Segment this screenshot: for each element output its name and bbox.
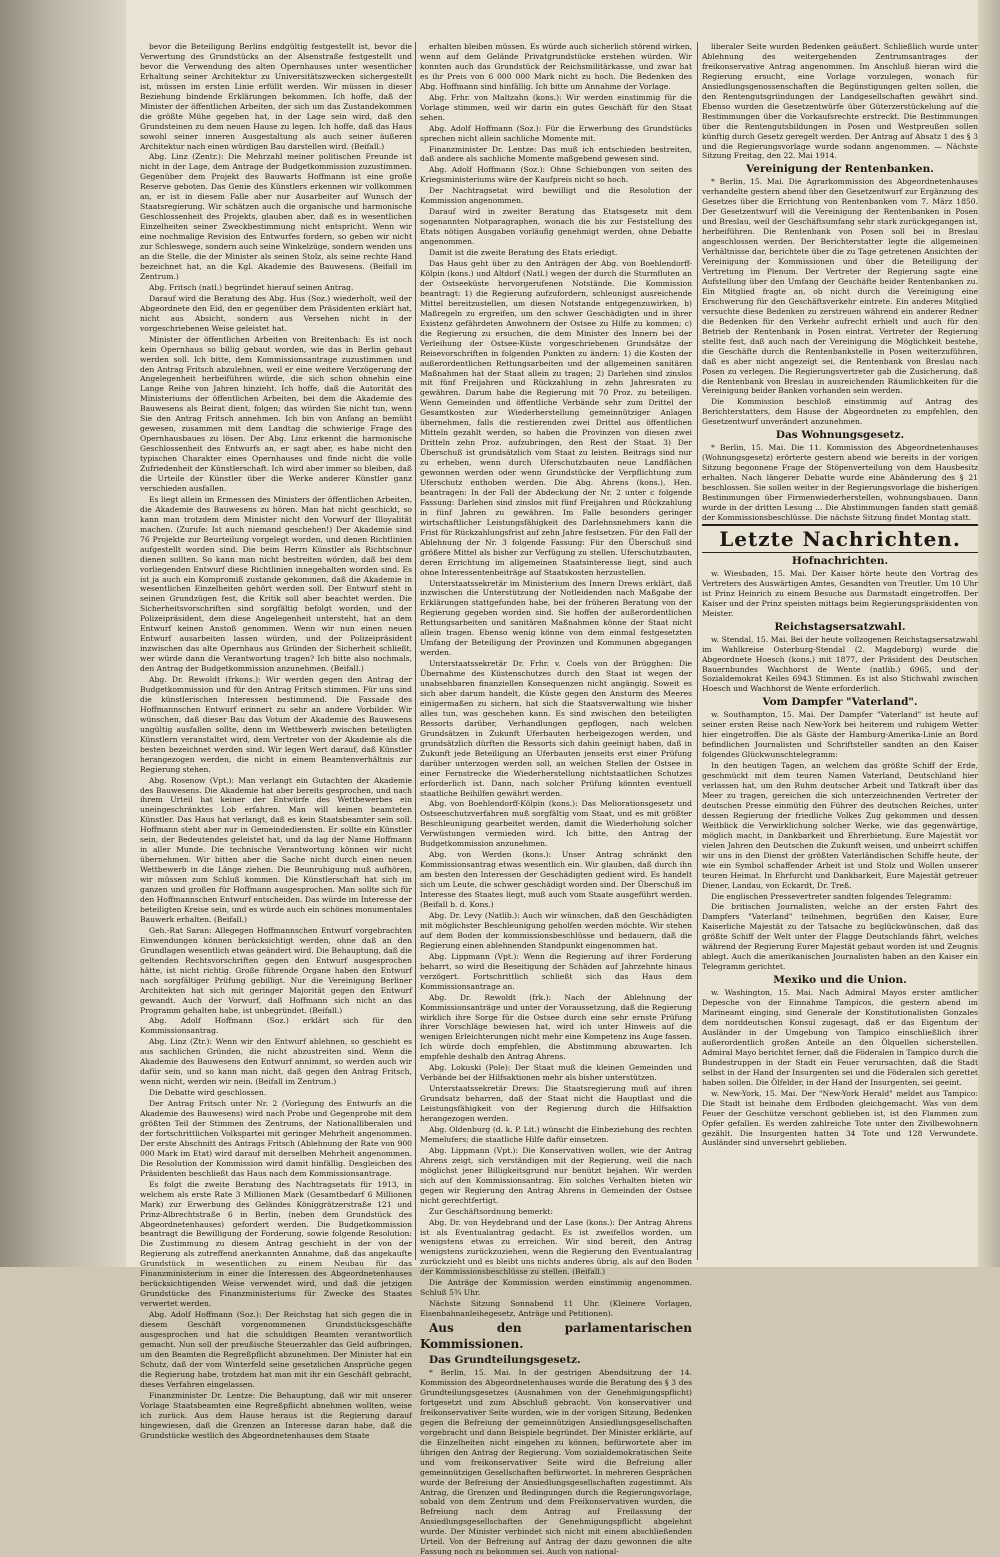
- article-paragraph: Die Kommission beschloß einstimmig auf Antrag des Berichterstatters, dem Hause der Abgeordneten zu empfehlen, den Gesetzentwurf unverändert anzunehmen.: [702, 397, 978, 427]
- article-paragraph: Abg. Lokuski (Pole): Der Staat muß die kleinen Gemeinden und Verbände bei der Hilfsaktionen mehr als bisher unterstützen.: [420, 1063, 692, 1083]
- article-paragraph: Die Debatte wird geschlossen.: [149, 1088, 267, 1098]
- article-paragraph: Abg. Adolf Hoffmann (Soz.): Ohne Schiebungen von seiten des Kriegsministeriums wäre der Kaufpreis nicht so hoch.: [420, 165, 692, 185]
- article-paragraph: Abg. Dr. Rewoldt (frkons.): Wir werden gegen den Antrag der Budgetkommission und für den Antrag Fritsch stimmen. Für uns sind die künstlerischen Interessen bestimmend. Die Fassade des Hoffmannschen Entwurf erinnert zu sehr an andere Vorbilder. Wir wünschen, daß dieser Bau das Votum der Akademie des Bauwesens ungültig ausfallen sollte, denn im Wettbewerb zwischen beteiligten Künstlern veranstaltet wird, dem Vertreter von der Akademie als die besten bezeichnet werden sind. Wir legen Wert darauf, daß Künstler herangezogen werden, die nicht in einem Beamtenverhältnis zur Regierung stehen.: [140, 675, 412, 774]
- article-paragraph: Darauf wird in zweiter Beratung das Etatsgesetz mit dem sogenannten Notparagraphen, wonach die bis zur Feststellung des Etats nötigen Ausgaben vorläufig genehmigt werden, ohne Debatte angenommen.: [420, 207, 692, 247]
- article-paragraph: Abg. Lippmann (Vpt.): Wenn die Regierung auf ihrer Forderung beharrt, so wird die Beseitigung der Schäden auf Jahrzehnte hinaus verzögert. Fortschrittlich schließt sich das Haus dem Kommissionsantrage an.: [420, 951, 692, 991]
- section-heading: Vom Dampfer "Vaterland".: [762, 696, 918, 709]
- article-paragraph: Unterstaatssekretär Dr. Frhr. v. Coels von der Brügghen: Die Übernahme des Küstenschutzes durch den Staat ist wegen der unabsehbaren finanziellen Konsequenzen nicht angängig. Soweit es sich aber darum handelt, die Küste gegen den Ansturm des Meeres einigermaßen zu sichern, hat sich die Staatsverwaltung wie bisher alles tun, was geschehen kann. Es sind zwischen den beteiligten Ressorts darüber, Verhandlungen gepflogen, nach welchen Grundsätzen in Zukunft Uferbauten herbeigezogen werden, und grundsätzlich dürften die Ressorts sich dahin geeinigt haben, daß in Zukunft jede Beteiligung an Uferbauten jenseits erst einer Prüfung darüber unterzogen werden soll, an welchen Stellen der Ostsee in einer Fernstrecke die Wiederherstellung nichtstaatlichen Schutzes erforderlich ist. Dann, nach solcher Prüfung könnten eventuell staatliche Beihilfen gewährt werden.: [420, 659, 692, 798]
- article-paragraph: Finanzminister Dr. Lentze: Das muß ich entschieden bestreiten, daß andere als sachliche Momente maßgebend gewesen sind.: [420, 144, 692, 164]
- article-paragraph: Nächste Sitzung Sonnabend 11 Uhr. (Kleinere Vorlagen, Eisenbahnanleihegesetz, Anträge und Petitionen).: [420, 1299, 692, 1319]
- article-paragraph: Das Haus geht über zu den Anträgen der Abg. von Boehlendorff-Kölpin (kons.) und Altdorf (Natl.) wegen der durch die Sturmfluten an der Ostseeküste hervorgerufenen Notstände. Die Kommission beantragt: 1) die Regierung aufzufordern, schleunigst ausreichende Mittel bereitzustellen, um diesen Notstande entgegenzuwirken, b) Maßregeln zu ergreifen, um den schwer Geschädigten und in ihrer Existenz gefährdeten Anwohnern der Ostsee zu Hilfe zu kommen; c) die Regierung zu ersuchen, die dem Minister des Innern bei der Verleihung der Ostsee-Küste vorgeschriebenen Grundsätze der Reisevorschriften in folgenden Punkten zu ändern: 1) die Kosten der außerordentlichen Rettungsarbeiten und der allgemeinen sanitären Maßnahmen hat der Staat allein zu tragen; 2) Darlehen sind zinslos mit fünf Freijahren und Rückzahlung in zehn Jahresraten zu gewähren. Darum habe die Regierung mit 70 Proz. zu beteiligen. Wenn Gemeinden und öffentliche Verbände sehr zum Drittel der Gesamtkosten zur Wiederherstellung gemeinnütziger Anlagen übernehmen, falls die restierenden zwei Drittel aus öffentlichen Mitteln gezahlt werden, so haben die Provinzen von diesen zwei Dritteln zehn Proz. aufzubringen, den Rest der Staat. 3) Der Überschuß ist grundsätzlich vom Staat zu leisten. Beitrags sind nur zu erheben, wenn durch Uferschutzbauten neue Landflächen gewonnen werden oder wenn Grundstücke der Verpflichtung zum Uferschutz enthoben werden. Die Abg. Ahrens (kons.), Hen. beantragen: In der Fall der Abdeckung der Nr. 2 unter c folgende Fassung: Darlehen sind zinslos mit fünf Freijahren und Rückzahlung in fünf Jahren zu gewähren. Im Falle besonders geringer wirtschaftlicher Leistungsfähigkeit des Darlehnsnehmers kann die Frist für Rückzahlungsfrist auf zehn Jahre festsetzen. Für den Fall der Ablehnung der Nr. 3 folgende Fassung: Für den Überschuß sind größere Mittel als bisher zur Verfügung zu stellen. Uferschutzbauten, deren Errichtung im allgemeinen Staatsinteresse liegt, sind auch ohne Interessentenbeiträge auf Staatskosten herzustellen.: [420, 259, 692, 577]
- article-paragraph: Abg. Frhr. von Maltzahn (kons.): Wir werden einstimmig für die Vorlage stimmen, weil wir darin ein gutes Geschäft für den Staat sehen.: [420, 92, 692, 122]
- article-paragraph: Abg. Adolf Hoffmann (Soz.): Der Reichstag hat sich gegen die in diesem Geschäft vorgenommenen Grundstücksgeschäfte ausgesprochen und hat die schuldigen Beamten verantwortlich gemacht. Nun soll der preußische Steuerzahler das Geld aufbringen, um den Beamten die Regreßpflicht abzunehmen. Der Minister hat ein Schutz, daß der vom Winterfeld seine gesetzlichen Ansprüche gegen die Regierung habe, trotzdem hat man mit ihr ein Geschäft gebracht, dieses Verfahren eingelassen.: [140, 1310, 412, 1389]
- section-heading: Das Grundteilungsgesetz.: [429, 1354, 581, 1367]
- article-paragraph: * Berlin, 15. Mai. Die 11. Kommission des Abgeordnetenhauses (Wohnungsgesetz) erörterte gestern abend wie bereits in der vorigen Sitzung begonnene Frage der Stöpenverteilung von dem Hausbesitz erhalten. Nach längerer Debatte wurde eine Abänderung des § 21 beschlossen. Sie sollen weiter in der Regierungsvorlage die bisherigen Bestimmungen über Firmenwiederherstellen, wohnungsbauen. Dann wurde in der dritten Lesung ... Die Abstimmungen fanden statt gemäß der Kommissionsbeschlüsse. Die nächste Sitzung findet Montag statt.: [702, 443, 978, 522]
- column-middle: [420, 42, 692, 1557]
- article-paragraph: * Berlin, 15. Mai. Die Agrarkommission des Abgeordnetenhauses verhandelte gestern abend über den Gesetzentwurf zur Ergänzung des Gesetzes über die Errichtung von Rentenbanken vom 7. März 1850. Der Gesetzentwurf will die Vereinigung der Rentenbanken in Posen und Breslau, weil der Geschäftsumfang sehr stark zurückgegangen ist, herbeiführen. Die Rentenbank von Posen soll bei in Breslau angeschlossen werden. Der Berichterstatter legte die allgemeinen Verhältnisse dar, berichtete über die zu Tage getretenen Ansichten der Vereinigung der Kommissionen und über die Beteiligung der Vertretung im Plenum. Der Vertreter der Regierung sagte eine Aufstellung über den Umfang der Geschäfte beider Rentenbanken zu. Ein Mitglied fragte an, ob nicht durch die Vereinigung eine Erschwerung für den Geschäftsverkehr eintrete. Ein anderes Mitglied versuchte diese Bedenken zu zerstreuen während ein anderer Redner die Bedenken für den Verkehr aufrecht erhielt und auch für den Betrieb der Rentenbank in Posen eintrat. Vertreter der Regierung stellte fest, daß auch nach der Vereinigung die Möglichkeit bestehe, die Geschäfte durch die Rentenbankstelle in Posen weiterzuführen, daß es aber nicht angezeigt sei, die Rentenbank von Breslau nach Posen zu verlegen. Die Regierungsvertreter gab die Zusicherung, daß die Rentenbank von Breslau in ausreichenden Räumlichkeiten für die Vereinigung beider Banken vorhanden sein werden.: [702, 177, 978, 396]
- article-paragraph: Abg. Dr. Levy (Natlib.): Auch wir wünschen, daß den Geschädigten mit möglichster Beschleunigung geholfen werden möchte. Wir stehen auf dem Boden der kommissionsbeschlüsse und bedauern, daß die Regierung einen ablehnenden Standpunkt eingenommen hat.: [420, 910, 692, 950]
- article-paragraph: w. Southampton, 15. Mai. Der Dampfer "Vaterland" ist heute auf seiner ersten Reise nach New-York bei heiterem und ruhigem Wetter hier eingetroffen. Die als Gäste der Hamburg-Amerika-Linie an Bord befindlichen Journalisten und Schriftsteller sandten an den Kaiser folgendes Glückwunschtelegramm:: [702, 710, 978, 760]
- article-paragraph: Der Nachtragsetat wird bewilligt und die Resolution der Kommission angenommen.: [420, 186, 692, 206]
- section-heading: Mexiko und die Union.: [773, 974, 907, 987]
- article-paragraph: In den heutigen Tagen, an welchem das größte Schiff der Erde, geschmückt mit dem teuren Namen Vaterland, Deutschland hier verlassen hat, um den Ruhm deutscher Arbeit und Tatkraft über das Meer zu tragen, gereichen die sich unterzeichnenden Vertreter der deutschen Presse einmütig den Führer des deutschen Reiches, unter dessen Regierung der friedliche Volkes Zug gekommen und dessen Weitblick die Verwirklichung solcher Werke, wie das gegenwärtige, möglich macht, in Dankbarkeit und Ehrerbietung. Eure Majestät vor vielen Jahren den Deutschen die Zukunft weisen, und unbeirrt schiffen wir uns in den Dienst der größten Vaterländischen Schiffe heute, der wie ein Symbol schaffender Arbeit ist und Stolz und Wollen unserer teuren Heimat. In Ehrfurcht und Dankbarkeit, Eure Majestät getreuer Diener, Landau, von Eckardt, Dr. Treß.: [702, 761, 978, 890]
- article-paragraph: Es liegt allein im Ermessen des Ministers der öffentlichen Arbeiten, die Akademie des Bauwesens zu hören. Man hat nicht geschickt, so kann man trotzdem dem Minister nicht den Vorwurf der Illoyalität machen. (Zurufe: Ist auch niemand geschehen!) Der Akademie sind 76 Projekte zur Beurteilung vorgelegt worden, und denen Richtlinien aufgestellt worden sind. Die beim Herrn Künstler als Richtschnur dienen sollten. So kann man nicht bestreiten wörden, daß bei dem vorliegenden Entwurf diese Richtlinien innegehalten worden sind. Es ist ja auch ein Kompromiß zustande gekommen, daß die Akademie in wesentlichen Einzelheiten gehört werden soll. Der Entwurf steht in seinen Grundzügen fest, die Kritik soll aber beachtet werden. Die Sicherheitsvorschriften sind sorgfältig befolgt worden, und der Polizeipräsident, dem diese Angelegenheit untersteht, hat an dem Entwurf keinen Anstoß genommen. Wenn wir nun einen neuen Entwurf ausarbeiten lassen würden, und der Polizeipräsident inzwischen das alte Opernhaus aus Gründen der Sicherheit schließt, wer würde dann die Verantwortung tragen? Ich bitte also nochmals, den Antrag der Budgetkommission anzunehmen. (Beifall.): [140, 494, 412, 674]
- article-paragraph: Abg. Dr. von Heydebrand und der Lase (kons.): Der Antrag Ahrens ist als Eventualantrag gedacht. Es ist zweifellos worden, um wenigstens etwas zu erreichen. Wir sind bereit, den Antrag wenigstens zurückzuziehen, wenn die Regierung den Eventualantrag zurückzieht und es bleibt uns nichts anderes übrig, als auf den Boden der Kommissionsbeschlüsse zu stellen. (Beifall.): [420, 1217, 692, 1277]
- article-paragraph: Finanzminister Dr. Lentze: Die Behauptung, daß wir mit unserer Vorlage Staatsbeamten eine Regreßpflicht abnehmen wollten, weise ich zurück. Aus dem Hause heraus ist die Regierung darauf hingewiesen, daß die Grenzen an Interesse daran habe, daß die Grundstücke westlich des Abgeordnetenhauses dem Staate: [140, 1390, 412, 1440]
- article-paragraph: Die britischen Journalisten, welche an der ersten Fahrt des Dampfers "Vaterland" teilnehmen, begrüßen den Kaiser, Eure Kaiserliche Majestät zu der Tatsache zu beglückwünschen, daß das größte Schiff der Welt unter der Flagge Deutschlands fährt, welches während der Regierung Eurer Majestät gebaut worden ist und Zeugnis ablegt. Auch die amerikanischen Journalisten haben an den Kaiser ein Telegramm gerichtet.: [702, 902, 978, 972]
- article-paragraph: Der Antrag Fritsch unter Nr. 2 (Vorlegung des Entwurfs an die Akademie des Bauwesens) wird nach Probe und Gegenprobe mit dem größten Teil der Stimmen des Zentrums, der Nationalliberalen und der fortschrittlichen Volkspartei mit geringer Mehrheit angenommen. Der erste Abschnitt des Antrags Fritsch (Ablehnung der Rate von 900 000 Mark im Etat) wird darauf mit derselben Mehrheit angenommen. Die Resolution der Kommission wird damit hinfällig. Desgleichen des Präsidenten beschließt das Haus nach dem Kommissionsantrage.: [140, 1099, 412, 1178]
- article-paragraph: Abg. Oldenburg (d. k. P. Lit.) wünscht die Einbeziehung des rechten Memelufers; die staatliche Hilfe dafür einsetzen.: [420, 1124, 692, 1144]
- article-paragraph: Die Anträge der Kommission werden einstimmig angenommen. Schluß 5¾ Uhr.: [420, 1278, 692, 1298]
- article-paragraph: Abg. Adolf Hoffmann (Soz.): Für die Erwerbung des Grundstücks sprechen nicht allein sachliche Momente mit.: [420, 123, 692, 143]
- article-paragraph: Damit ist die zweite Beratung des Etats erledigt.: [429, 248, 618, 258]
- section-heading: Letzte Nachrichten.: [702, 524, 978, 553]
- article-paragraph: * Berlin, 15. Mai. In der gestrigen Abendsitzung der 14. Kommission des Abgeordnetenhauses wurde die Beratung des § 3 des Grundteilungsgesetzes (Ausnahmen von der Genehmigungspflicht) fortgesetzt und zum Abschluß gebracht. Von konservativer und freikonservativer Seite wurden, wie in der vorigen Sitzung, Bedenken gegen die Befreiung der gemeinnützigen Ansiedlungsgesellschaften vorgebracht und dann Beispiele begründet. Der Minister erklärte, auf die Einzelheiten nicht eingehen zu können, befürwortete aber im übrigen den Antrag der Regierung. Vom sozialdemokratischen Seite und vom freikonservativer Seite wird die Befreiung aller gemeinnützigen Gesellschaften befürwortet. In mehreren Gesprächen wurde der Befreiung der Ansiedlungsgesellschaften zugestimmt. Als Antrag, die Grenzen und Bedingungen durch die Regierungsvorlage, sobald von dem Zentrum und dem Freikonservativen wurden, die Befreiung nach dem Antrag auf Freilassung der Ansiedlungsgesellschaften der Genehmigungspflicht abgelehnt wurde. Der Minister verbindet sich nicht mit einem abschließenden Urteil. Von der Befreiung auf Antrag der dazu gewonnen die alte Fassung noch zu bekommen sei. Auch von national-: [420, 1368, 692, 1557]
- section-heading: Aus den parlamentarischen Kommissionen.: [420, 1321, 692, 1352]
- article-paragraph: w. Wiesbaden, 15. Mai. Der Kaiser hörte heute den Vortrag des Vertreters des Auswärtigen Amtes, Gesandten von Treutler. Um 10 Uhr ist Prinz Heinrich zu einem Besuche aus Darmstadt eingetroffen. Der Kaiser und der Prinz speisten mittags beim Regierungspräsidenten von Meister.: [702, 568, 978, 618]
- column-right: [702, 42, 978, 1260]
- article-paragraph: Minister der öffentlichen Arbeiten von Breitenbach: Es ist noch kein Opernhaus so billig gebaut worden, wie das in Berlin gebaut werden soll. Ich bitte, dem Kommissionsantrage zuzustimmen und den Antrag Fritsch abzulehnen, weil er eine weitere Verzögerung der Angelegenheit herbeiführen würde, die sich schon ohnehin eine Lange Reihe von Jahren hinzieht. Ich hoffe, daß die Autorität des Ministeriums der öffentlichen Arbeiten, bei dem die Akademie des Bauwesens als Beirat dient, folgen; das würden Sie nicht tun, wenn Sie den Antrag Fritsch annehmen. Ich bin von Anfang an bemüht gewesen, zusammen mit dem Landtag die schwierige Frage des Opernhausbaues zu lösen. Der Abg. Linz erkennt die harmonische Geschlossenheit des Entwurfs an, er sagt aber, es habe nicht den typischen Charakter eines Opernhauses und finde nicht die volle Zufriedenheit der Künstlerschaft. Ich wird aber immer so bleiben, daß die Urteile der Künstler über die Werke anderer Künstler ganz verschieden ausfallen.: [140, 334, 412, 493]
- article-paragraph: Abg. Rosenow (Vpt.): Man verlangt ein Gutachten der Akademie des Bauwesens. Die Akademie hat aber bereits gesprochen, und nach ihrem Urteil hat keiner der Entwürfe des Wettbewerbes ein uneingeschränktes Lob erfahren. Man will keinen beamteten Künstler. Das Haus hat verlangt, daß es kein Staatsbeamter sein soll. Hoffmann steht aber nur in Gemeindediensten. Er sollte ein Künstler sein, der Bedeutendes geleistet hat, und da lag der Name Hoffmann in aller Munde. Die technische Verantwortung können wir nicht übernehmen. Wir bitten aber die Sache nicht durch einen neuen Wettbewerb in die Länge ziehen. Die Beunruhigung muß aufhören, wir müssen zum Schluß kommen. Die Künstlerschaft hat sich im ganzen und großen für Hoffmann ausgesprochen. Man sollte sich für den Hoffmannschen Entwurf entscheiden. Das würde im Interesse der beteiligten Kreise sein, und es würde auch ein schönes monumentales Bauwerk erhalten. (Beifall.): [140, 775, 412, 924]
- article-paragraph: erhalten bleiben müssen. Es würde auch sicherlich störend wirken, wenn auf dem Gelände Privatgrundstücke erstehen würden. Wir konnten auch das Grundstück der Reichsmilitärkasse, und zwar hat es ihr Preis von 6 000 000 Mark nicht zu hoch. Die Bedenken des Abg. Hoffmann sind hinfällig. Ich bitte um Annahme der Vorlage.: [420, 42, 692, 91]
- article-paragraph: Unterstaatssekretär im Ministerium des Innern Drews erklärt, daß inzwischen die Unterstützung der Notleidenden nach Maßgabe der Erklärungen stattgefunden habe, bei der früheren Beratung von der Regierung gegeben worden sind. Sie hoffen der außerordentlichen Rettungsarbeiten und sanitären Maßnahmen könne der Staat nicht allein tragen. Ebenso wenig könne von dem einmal festgesetzten Umfang der Beteiligung der Provinzen und Kommunen abgegangen werden.: [420, 578, 692, 658]
- article-paragraph: Es folgt die zweite Beratung des Nachtragsetats für 1913, in welchem als erste Rate 3 Millionen Mark (Gesamtbedarf 6 Millionen Mark) zur Erwerbung des Geländes Königgrätzerstraße 121 und Prinz-Albrechtstraße 6 in Berlin, (neben dem Grundstück des Abgeordnetenhauses) gefordert werden. Die Budgetkommission beantragt die Bewilligung der Forderung, sowie folgende Resolution: Die Zustimmung zu diesem Antrag geschieht in der von der Regierung als zutreffend anerkannten Annahme, daß das angekaufte Grundstück in wesentlichen zu einem Neubau für das Finanzministerium in einer die Interessen des Abgeordnetenhauses berücksichtigenden Weise verwendet wird, und daß die jetzigen Grundstücke des Finanzministeriums für Zwecke des Staates verwertet werden.: [140, 1179, 412, 1309]
- article-paragraph: Abg. von Boehlendorff-Kölpin (kons.): Das Meliorationsgesetz und Ostseeschutzverfahren muß sorgfältig vom Staat, und es mit größter Beschleunigung gearbeitet werden, damit die Wiederholung solcher Verwüstungen vermieden wird. Ich bitte, den Antrag der Budgetkommission anzunehmen.: [420, 799, 692, 849]
- article-paragraph: Zur Geschäftsordnung bemerkt:: [429, 1206, 553, 1216]
- column-rule: [415, 42, 416, 1260]
- article-paragraph: Abg. Linz (Ztr.): Wenn wir den Entwurf ablehnen, so geschieht es aus sachlichen Gründen, die nicht abzustreiten sind. Wenn die Akademie des Bauwesens den Entwurf annimmt, so werden auch wir dafür sein, und so kann man nicht, daß gegen den Antrag Fritsch, wenn nicht, werden wir nein. (Beifall im Zentrum.): [140, 1037, 412, 1087]
- article-paragraph: w. Washington, 15. Mai. Nach Admiral Mayos erster amtlicher Depesche von der Einnahme Tampicos, die gestern abend im Marineamt einging, sind Generale der Konstitutionalisten Gonzales dem norddeutschen Konsul zugesagt, daß er das Eigentum der Ausländer in der Umgebung von Tampico einschließlich ihrer außerordentlich großen Anteile an den Ölquellen sicherstellen. Admiral Mayo berichtet ferner, daß die Föderalen in Tampico durch die Bundestruppen in der Stadt ein Feuer verursachten, daß die Stadt selbst in der Hand der Insurgenten sei und die Föderalen sich gerettet haben sollen. Die Ölfelder, in der Hand der Insurgenten, sei geeint.: [702, 988, 978, 1087]
- article-paragraph: Abg. Dr. Rewoldt (frk.): Nach der Ablehnung der Kommissionsanträge und unter der Voraussetzung, daß die Regierung wirklich ihre Sorge für die Ostsee durch eine sehr ernste Prüfung ihrer Vorschläge bewiesen hat, wird ich unter Hinweis auf die wenigen Erleichterungen nicht mehr eine Kompetenz ins Auge fassen. Ich würde doch empfehlen, die Abstimmung abzuwarten. Ich empfehle deshalb den Antrag Ahrens.: [420, 992, 692, 1062]
- article-paragraph: Abg. Fritsch (natl.) begründet hierauf seinen Antrag.: [149, 282, 354, 292]
- column-left: [140, 42, 412, 1440]
- article-paragraph: w. New-York, 15. Mai. Der "New-York Herald" meldet aus Tampico: Die Stadt ist beinahe dem Erdboden gleichgemacht. Was von dem Feuer der Geschütze verschont geblieben ist, ist den Flammen zum Opfer gefallen. Es werden zahlreiche Tote unter den Zivilbewohnern gezählt. Die Insurgenten hatten 34 Tote und 128 Verwundete. Ausländer sind unversehrt geblieben.: [702, 1088, 978, 1148]
- article-paragraph: Abg. Linz (Zentr.): Die Mehrzahl meiner politischen Freunde ist nicht in der Lage, dem Antrage der Budgetkommission zuzustimmen. Gegenüber dem Projekt des Bauwarts Hoffmann ist eine große Reserve geboten. Das Genie des Künstlers erkennen wir vollkommen an, er ist in diesem Falle aber nur Ausarbeiter auf Wunsch der Staatsregierung. Wir schätzen auch die organische und harmonische Geschlossenheit des Projekts, glauben aber, daß es in wesentlichen Einzelheiten seiner Zweckbestimmung nicht entspricht. Wenn wir eine nochmalige Revision des Entwurfes fordern, so geben wir nicht zur Schleswege, sondern auch seine Winkelzüge, sondern wenden uns an die Stelle, die der Minister als seinen Stolz, als seine rechte Hand bezeichnet hat, an die Kgl. Akademie des Bauwesens. (Beifall im Zentrum.): [140, 152, 412, 281]
- article-paragraph: Die englischen Pressevertreter sandten folgendes Telegramm:: [711, 891, 952, 901]
- column-rule: [697, 42, 698, 1260]
- article-paragraph: Abg. Adolf Hoffmann (Soz.) erklärt sich für den Kommissionsantrag.: [140, 1016, 412, 1036]
- article-paragraph: bevor die Beteiligung Berlins endgültig festgestellt ist, bevor die Verwertung des Grundstücks an der Alsenstraße festgestellt und bevor die Verwendung des alten Opernhauses unter wesentlicher Erhaltung seiner Architektur zu Universitätszwecken sichergestellt ist, müssen im ersten Linie erfüllt werden. Wir müssen in dieser Beziehung bindende Erklärungen bekommen. Ich hoffe, daß der Minister der öffentlichen Arbeiten, der sich um das Zustandekommen die größte Mühe gegeben hat, in der Lage sein wird, daß den Grundsteinen zu dem neuen Hause zu legen. Ich hoffe, daß das Haus sowohl seiner inneren Ausgestaltung als auch seiner äußeren Architektur nach einen würdigen Bau darstellen wird. (Beifall.): [140, 42, 412, 151]
- article-paragraph: Geh.-Rat Saran: Allegegen Hoffmannschen Entwurf vorgebrachten Einwendungen können berücksichtigt werden, ohne daß an den Grundlagen wesentlich etwas geändert wird. Die Behauptung, daß die geltenden Rechtsvorschriften gegen den Entwurf ausgesprochen hätte, ist nicht richtig. Große führende Organe haben den Entwurf nach sorgfältiger Prüfung gebilligt. Nur die Vereinigung Berliner Architekten hat sich mit geringer Majorität gegen den Entwurf gewandt. Auch der Vorwurf, daß Hoffmann sich nicht an das Programm gehalten habe, ist unbegründet. (Beifall.): [140, 925, 412, 1015]
- article-paragraph: Unterstaatssekretär Drews: Die Staatsregierung muß auf ihren Grundsatz beharren, daß der Staat nicht die Hauptlast und die Leistungsfähigkeit von der Regierung durch die Hilfsaktion herangezogen werden.: [420, 1084, 692, 1124]
- section-heading: Reichstagsersatzwahl.: [774, 620, 906, 633]
- article-paragraph: Abg. von Werden (kons.): Unser Antrag schränkt den Kommissionsantrag etwas wesentlich ein. Wir glauben, daß durch ihn am besten den Interessen der Geschädigten gedient wird. Es handelt sich um Leute, die schwer geschädigt worden sind. Der Überschuß im Interesse des Staates liegt, muß auch vom Staate ausgeführt werden. (Beifall b. d. Kons.): [420, 850, 692, 910]
- article-paragraph: Abg. Lippmann (Vpt.): Die Konservativen wollen, wie der Antrag Ahrens zeigt, sich verständigen mit der Regierung, weil die nach möglichst jener Billigkeitsgrund nur benützt bejahen. Wir werden sich auf den Kommissionsantrag. Ein solches Verhalten bieten wir gegen wir Regierung den Antrag Ahrens in Gemeinden der Ostsee nicht gerechtfertigt.: [420, 1145, 692, 1205]
- section-heading: Vereinigung der Rentenbanken.: [746, 163, 934, 176]
- section-heading: Das Wohnungsgesetz.: [775, 429, 905, 442]
- page-edge: [978, 0, 1000, 1267]
- article-paragraph: w. Stendal, 15. Mai. Bei der heute vollzogenen Reichstagsersatzwahl im Wahlkreise Osterburg-Stendal (2. Magdeburg) wurde die Abgeordnete Hoesch (kons.) mit 1877, der Präsident des Deutschen Bauernbundes Wachhorst de Wente (natlib.) 6965, und der Sozialdemokrat Keiles 6943 Stimmen. Es ist also Stichwahl zwischen Hoesch und Wachhorst de Wente erforderlich.: [702, 634, 978, 694]
- article-paragraph: Darauf wird die Beratung des Abg. Hus (Soz.) wiederholt, weil der Abgeordnete den Eid, den er gegenüber dem Präsidenten erklärt hat, nicht aus Absicht, sondern aus Versehen nicht in der vorgeschriebenen Weise geleistet hat.: [140, 293, 412, 333]
- article-paragraph: liberaler Seite wurden Bedenken geäußert. Schließlich wurde unter Ablehnung des weitergehenden Zentrumsantrages der freikonservative Antrag angenommen. Im Anschluß hieran wird die Regierung ersucht, eine Vorlage vorzulegen, wonach für Ansiedlungsgenossenschaften die Begünstigungen gelten sollen, die den Rentengutsgründungen der Landgesellschaften gewährt sind. Ebenso wurden die Gesetzentwürfe über Güterzerstückelung auf die Bestimmungen über die Vorkaufsrechte erstreckt. Die Bestimmungen über die Rentengutsbildungen in Posen und Westpreußen sollen künftig durch Gesetz geregelt werden. Der Antrag auf Absatz 1 des § 3 und die Regierungsvorlage wurde sodann angenommen. — Nächste Sitzung Freitag, den 22. Mai 1914.: [702, 42, 978, 161]
- book-gutter: [0, 0, 126, 1267]
- section-heading: Hofnachrichten.: [791, 554, 889, 567]
